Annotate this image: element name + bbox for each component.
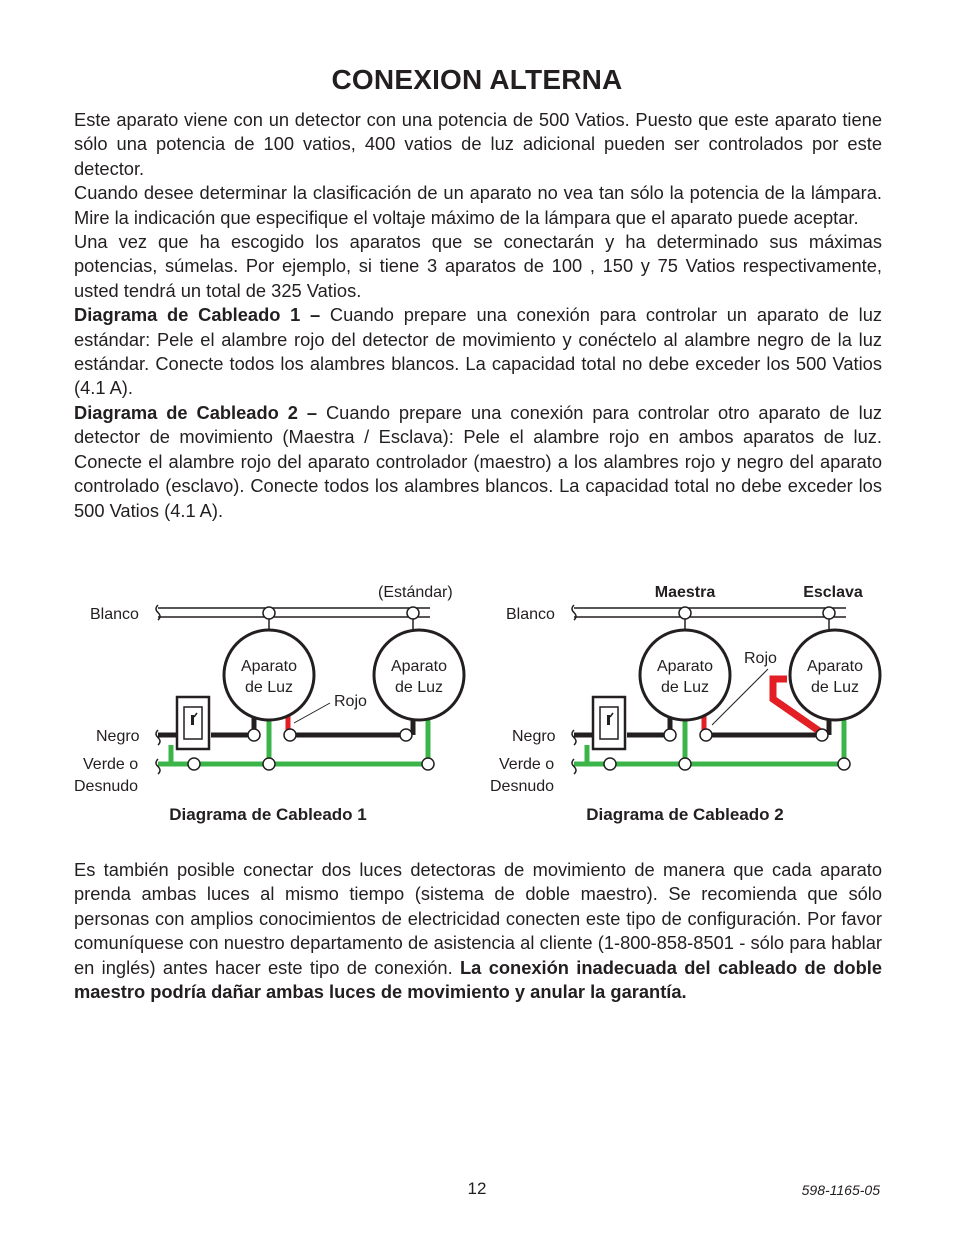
intro-text	[74, 108, 882, 523]
outro-warning: La conexión inadecuada del cableado de doble maestro podría dañar ambas luces de movimiento y anular la garantía.	[74, 956, 882, 1003]
label-verde: Verde o	[83, 756, 139, 773]
label-desnudo: Desnudo	[74, 778, 139, 795]
intro-paragraph-4	[74, 303, 882, 401]
diagram2-instructions: Cuando prepare una conexión para controlar otro aparato de luz detector de movimiento (Maestra / Esclava): Pele el alambre rojo en ambos aparatos de luz. Conecte el alambre rojo del aparato controlador (maestro) a los alambres rojo y negro del aparato controlado (esclavo). Conecte todos los alambres blancos. La capacidad total no debe exceder los 500 Vatios (4.1 A).	[74, 401, 882, 521]
diagram1-caption: Diagrama de Cableado 1	[169, 805, 367, 824]
label-rojo: Rojo	[334, 693, 367, 710]
wall-switch-icon	[593, 697, 625, 749]
fixture-circle-master	[640, 630, 730, 720]
fixture2-label-line2: de Luz	[810, 679, 860, 696]
label-negro: Negro	[512, 728, 556, 745]
outro-body: Es también posible conectar dos luces detectoras de movimiento de manera que cada aparato prenda ambas luces al mismo tiempo (sistema de doble maestro). Se recomienda que sólo personas con amplios conocimientos de electricidad conecten este tipo de configuración. Por favor comuníquese con nuestro departamento de asistencia al cliente (1-800-858-8501 - sólo para hablar en inglés) antes hacer este tipo de conexión.	[74, 859, 882, 978]
fixture-circle-2	[374, 630, 464, 720]
diagram2-caption: Diagrama de Cableado 2	[586, 805, 784, 824]
label-estandar: (Estándar)	[378, 584, 453, 601]
intro-paragraph-1: Este aparato viene con un detector con una potencia de 500 Vatios. Puesto que este aparato tiene sólo una potencia de 100 vatios, 400 vatios de luz adicional pueden ser controlados por este detector.	[74, 109, 882, 179]
outro-text	[74, 858, 882, 1004]
fixture2-label-line2: de Luz	[394, 679, 444, 696]
intro-paragraph-2: Cuando desee determinar la clasificación de un aparato no vea tan sólo la potencia de la lámpara. Mire la indicación que especifique el voltaje máximo de la lámpara que el aparato puede aceptar.	[74, 182, 882, 228]
document-code: 598-1165-05	[801, 1182, 880, 1198]
fixture2-label-line1: Aparato	[806, 658, 864, 675]
label-blanco: Blanco	[506, 606, 555, 623]
label-negro: Negro	[96, 728, 140, 745]
wall-switch-icon	[177, 697, 209, 749]
fixture2-label-line1: Aparato	[390, 658, 448, 675]
page-title: CONEXION ALTERNA	[331, 64, 623, 95]
label-desnudo: Desnudo	[490, 778, 555, 795]
fixture1-label-line2: de Luz	[660, 679, 710, 696]
diagram2-heading: Diagrama de Cableado 2 –	[74, 401, 318, 423]
wiring-diagram-1	[70, 575, 470, 835]
fixture1-label-line1: Aparato	[656, 658, 714, 675]
wiring-diagram-2	[486, 575, 886, 835]
fixture1-label-line1: Aparato	[240, 658, 298, 675]
outro-paragraph	[74, 858, 882, 1004]
label-verde: Verde o	[499, 756, 555, 773]
intro-paragraph-3: Una vez que ha escogido los aparatos que se conectarán y ha determinado sus máximas potencias, súmelas. Por ejemplo, si tiene 3 aparatos de 100 , 150 y 75 Vatios respectivamente, usted tendrá un total de 325 Vatios.	[74, 231, 882, 301]
diagram1-heading: Diagrama de Cableado 1 –	[74, 304, 321, 326]
white-wire	[156, 605, 430, 620]
label-maestra: Maestra	[654, 584, 716, 601]
fixture1-label-line2: de Luz	[244, 679, 294, 696]
label-blanco: Blanco	[90, 606, 139, 623]
label-esclava: Esclava	[803, 584, 863, 601]
fixture-circle-1	[224, 630, 314, 720]
label-rojo: Rojo	[744, 650, 777, 667]
diagram1-instructions: Cuando prepare una conexión para controlar un aparato de luz estándar: Pele el alambre rojo del detector de movimiento y conéctelo al alambre negro de la luz estándar. Conecte todos los alambres blancos. La capacidad total no debe exceder los 500 Vatios (4.1 A).	[74, 304, 882, 399]
white-wire	[572, 605, 846, 620]
page-number: 12	[467, 1179, 487, 1198]
intro-paragraph-5	[74, 401, 882, 523]
fixture-circle-slave	[790, 630, 880, 720]
